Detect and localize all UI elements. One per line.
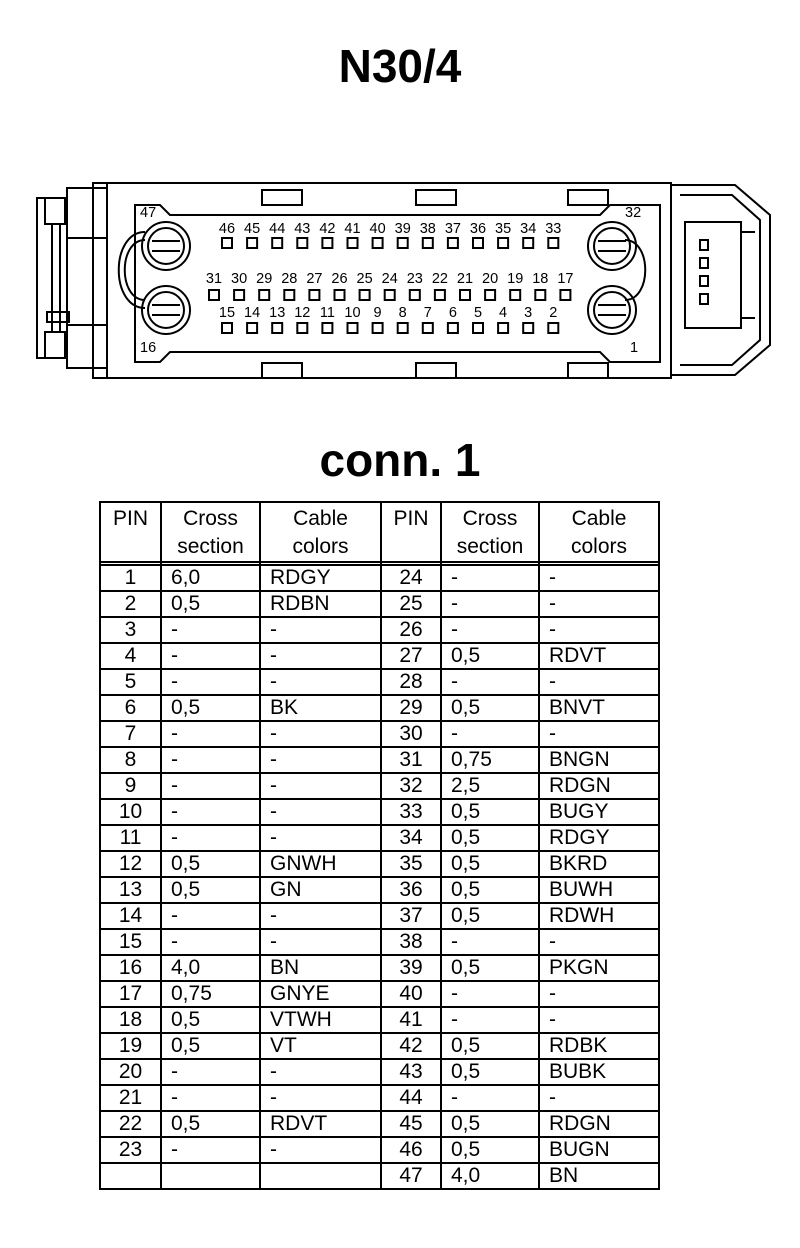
- cell-cs2: 0,5: [441, 955, 539, 981]
- pin-label: 23: [406, 271, 423, 287]
- cell-col2: -: [539, 721, 659, 747]
- pin-socket: [385, 290, 395, 300]
- cell-col1: -: [260, 1059, 381, 1085]
- pin-label: 46: [218, 221, 236, 237]
- pin-label: 21: [456, 271, 474, 287]
- pin-socket: [560, 290, 570, 300]
- cell-cs1: -: [161, 643, 260, 669]
- pin-label: 28: [281, 271, 298, 287]
- cell-pin1: 22: [100, 1111, 161, 1137]
- cell-col1: -: [260, 643, 381, 669]
- cell-col2: -: [539, 929, 659, 955]
- cell-col1: -: [260, 799, 381, 825]
- pin-socket: [498, 238, 508, 248]
- cell-col1: -: [260, 1137, 381, 1163]
- pin-label: 20: [482, 271, 499, 287]
- cell-col2: BUWH: [539, 877, 659, 903]
- cell-col1: -: [260, 747, 381, 773]
- cell-col1: RDBN: [260, 591, 381, 617]
- cell-col2: -: [539, 1007, 659, 1033]
- cell-cs2: 2,5: [441, 773, 539, 799]
- cell-pin2: 28: [381, 669, 441, 695]
- cell-col2: -: [539, 1085, 659, 1111]
- pin-socket: [423, 238, 433, 248]
- table-row: [100, 1007, 659, 1033]
- cell-pin2: 24: [381, 565, 441, 591]
- cell-pin1: 21: [100, 1085, 161, 1111]
- table-header-row: [100, 502, 659, 562]
- cell-pin1: 15: [100, 929, 161, 955]
- pin-socket: [523, 238, 533, 248]
- header-cable-colors: Cable colors: [539, 502, 659, 562]
- cell-col2: -: [539, 981, 659, 1007]
- pin-socket: [498, 323, 508, 333]
- table-row: [100, 617, 659, 643]
- pin-label: 17: [557, 271, 574, 287]
- cell-cs1: 0,5: [161, 695, 260, 721]
- cell-col2: -: [539, 669, 659, 695]
- pin-socket: [234, 290, 244, 300]
- cell-pin1: 10: [100, 799, 161, 825]
- pin-label: 24: [381, 271, 398, 287]
- pin-label: 6: [448, 305, 457, 321]
- cell-col1: -: [260, 1085, 381, 1111]
- cell-col2: -: [539, 617, 659, 643]
- cell-col1: BN: [260, 955, 381, 981]
- cell-pin2: 40: [381, 981, 441, 1007]
- pin-socket: [373, 238, 383, 248]
- pin-socket: [297, 323, 307, 333]
- cell-col1: -: [260, 903, 381, 929]
- table-row: [100, 903, 659, 929]
- cell-col1: -: [260, 825, 381, 851]
- header-cross-section: Cross section: [161, 502, 260, 562]
- table-row: [100, 825, 659, 851]
- cell-pin2: 44: [381, 1085, 441, 1111]
- cell-pin1: 18: [100, 1007, 161, 1033]
- cell-cs1: -: [161, 1085, 260, 1111]
- pin-socket: [523, 323, 533, 333]
- cell-cs1: [161, 1163, 260, 1189]
- pin-rows: [206, 221, 574, 333]
- pin-socket: [322, 323, 332, 333]
- pin-label: 12: [294, 305, 311, 321]
- cell-cs2: -: [441, 591, 539, 617]
- pin-socket: [348, 238, 358, 248]
- table-row: [100, 721, 659, 747]
- pin-label: 4: [499, 305, 508, 321]
- cell-col2: BNVT: [539, 695, 659, 721]
- cell-pin1: 4: [100, 643, 161, 669]
- table-row: [100, 747, 659, 773]
- connector-diagram: [0, 170, 800, 400]
- cell-pin2: 42: [381, 1033, 441, 1059]
- cell-pin1: 2: [100, 591, 161, 617]
- table-row: [100, 1033, 659, 1059]
- pin-label: 11: [319, 305, 335, 321]
- cell-col1: GN: [260, 877, 381, 903]
- table-row: [100, 929, 659, 955]
- cell-cs2: -: [441, 1085, 539, 1111]
- cell-pin2: 45: [381, 1111, 441, 1137]
- cell-cs2: 0,5: [441, 877, 539, 903]
- cell-col1: -: [260, 773, 381, 799]
- cell-col1: GNWH: [260, 851, 381, 877]
- pin-label: 13: [269, 305, 286, 321]
- cell-pin1: [100, 1163, 161, 1189]
- table-row: [100, 591, 659, 617]
- cell-col1: VT: [260, 1033, 381, 1059]
- table-row: [100, 695, 659, 721]
- cell-cs1: 0,5: [161, 851, 260, 877]
- cell-pin2: 46: [381, 1137, 441, 1163]
- cell-cs2: -: [441, 721, 539, 747]
- cell-pin2: 26: [381, 617, 441, 643]
- cell-pin2: 39: [381, 955, 441, 981]
- pin-socket: [510, 290, 520, 300]
- cell-col2: -: [539, 565, 659, 591]
- cell-col2: RDGN: [539, 773, 659, 799]
- cell-cs2: 0,5: [441, 825, 539, 851]
- cell-cs2: 0,5: [441, 1137, 539, 1163]
- cell-col2: BUGN: [539, 1137, 659, 1163]
- cell-col2: BN: [539, 1163, 659, 1189]
- cell-cs2: 0,5: [441, 903, 539, 929]
- pin-label: 39: [394, 221, 411, 237]
- pin-socket: [284, 290, 294, 300]
- cell-pin2: 41: [381, 1007, 441, 1033]
- pin-label: 15: [218, 305, 236, 321]
- pin-label: 7: [423, 305, 432, 321]
- pin-label: 22: [431, 271, 448, 287]
- cell-pin2: 47: [381, 1163, 441, 1189]
- cell-col2: BKRD: [539, 851, 659, 877]
- pin-label: 33: [545, 221, 562, 237]
- pin-label: 27: [306, 271, 323, 287]
- pin-socket: [535, 290, 545, 300]
- cell-pin1: 1: [100, 565, 161, 591]
- corner-label-32: 32: [625, 205, 642, 221]
- cell-cs2: 0,5: [441, 1033, 539, 1059]
- cell-cs1: 0,5: [161, 1007, 260, 1033]
- table-row: [100, 877, 659, 903]
- table-row: [100, 1059, 659, 1085]
- pin-label: 45: [244, 221, 261, 237]
- pin-label: 35: [495, 221, 512, 237]
- pin-socket: [322, 238, 332, 248]
- cell-cs1: 0,5: [161, 1111, 260, 1137]
- pin-socket: [297, 238, 307, 248]
- cell-pin2: 35: [381, 851, 441, 877]
- screw-socket-bottom-left: [142, 286, 190, 334]
- pin-label: 14: [244, 305, 261, 321]
- pin-label: 25: [356, 271, 373, 287]
- cell-col1: RDGY: [260, 565, 381, 591]
- pin-socket: [485, 290, 495, 300]
- cell-cs2: 0,5: [441, 695, 539, 721]
- pin-socket: [448, 238, 458, 248]
- table-row: [100, 773, 659, 799]
- cell-col1: -: [260, 669, 381, 695]
- pin-socket: [209, 290, 219, 300]
- cell-col2: BUGY: [539, 799, 659, 825]
- cell-pin2: 25: [381, 591, 441, 617]
- header-pin: PIN: [381, 502, 441, 562]
- pin-socket: [423, 323, 433, 333]
- cell-pin1: 9: [100, 773, 161, 799]
- cell-pin2: 34: [381, 825, 441, 851]
- cell-cs1: 4,0: [161, 955, 260, 981]
- cell-pin1: 23: [100, 1137, 161, 1163]
- cell-cs1: -: [161, 799, 260, 825]
- cell-pin2: 38: [381, 929, 441, 955]
- cell-cs1: -: [161, 929, 260, 955]
- pin-label: 41: [344, 221, 361, 237]
- cell-pin1: 17: [100, 981, 161, 1007]
- cell-col2: RDGY: [539, 825, 659, 851]
- cell-pin2: 32: [381, 773, 441, 799]
- cell-cs1: 0,5: [161, 1033, 260, 1059]
- cell-pin1: 19: [100, 1033, 161, 1059]
- pin-label: 9: [373, 305, 382, 321]
- cell-col2: BNGN: [539, 747, 659, 773]
- cell-cs2: -: [441, 981, 539, 1007]
- cell-cs1: -: [161, 773, 260, 799]
- cell-pin2: 43: [381, 1059, 441, 1085]
- pin-socket: [222, 238, 232, 248]
- cell-pin1: 14: [100, 903, 161, 929]
- corner-label-1: 1: [630, 340, 639, 356]
- pin-socket: [398, 238, 408, 248]
- cell-cs1: -: [161, 903, 260, 929]
- pin-socket: [259, 290, 269, 300]
- cell-cs1: -: [161, 747, 260, 773]
- cell-col1: -: [260, 929, 381, 955]
- cell-pin1: 3: [100, 617, 161, 643]
- pin-socket: [473, 238, 483, 248]
- cell-pin2: 29: [381, 695, 441, 721]
- pin-socket: [398, 323, 408, 333]
- pin-table: [99, 501, 660, 1190]
- pin-socket: [309, 290, 319, 300]
- table-row: [100, 799, 659, 825]
- pin-socket: [410, 290, 420, 300]
- cell-col1: GNYE: [260, 981, 381, 1007]
- cell-pin2: 30: [381, 721, 441, 747]
- pin-label: 34: [520, 221, 537, 237]
- table-row: [100, 981, 659, 1007]
- table-row: [100, 1085, 659, 1111]
- pin-label: 42: [319, 221, 336, 237]
- pin-socket: [473, 323, 483, 333]
- cell-col2: RDVT: [539, 643, 659, 669]
- table-row: [100, 565, 659, 591]
- pin-socket: [335, 290, 345, 300]
- cell-cs2: 4,0: [441, 1163, 539, 1189]
- cell-col1: [260, 1163, 381, 1189]
- pin-label: 10: [344, 305, 361, 321]
- cell-cs2: 0,5: [441, 799, 539, 825]
- header-cross-section: Cross section: [441, 502, 539, 562]
- pin-label: 30: [231, 271, 248, 287]
- pin-socket: [247, 323, 257, 333]
- table-row: [100, 1137, 659, 1163]
- cell-pin1: 20: [100, 1059, 161, 1085]
- pin-label: 26: [331, 271, 348, 287]
- cell-cs1: -: [161, 825, 260, 851]
- cell-col1: VTWH: [260, 1007, 381, 1033]
- cell-cs1: 0,5: [161, 591, 260, 617]
- pin-socket: [348, 323, 358, 333]
- pin-label: 29: [256, 271, 273, 287]
- pin-socket: [272, 323, 282, 333]
- cell-col2: -: [539, 591, 659, 617]
- pin-socket: [272, 238, 282, 248]
- table-row: [100, 643, 659, 669]
- cell-col2: RDWH: [539, 903, 659, 929]
- cell-cs1: -: [161, 1137, 260, 1163]
- page-title: N30/4: [338, 40, 462, 92]
- connector-label: conn. 1: [319, 434, 481, 486]
- cell-col1: RDVT: [260, 1111, 381, 1137]
- pin-socket: [373, 323, 383, 333]
- cell-pin2: 31: [381, 747, 441, 773]
- pin-label: 36: [469, 221, 487, 237]
- screw-socket-top-left: [142, 222, 190, 270]
- pin-label: 38: [419, 221, 436, 237]
- cell-pin1: 12: [100, 851, 161, 877]
- pin-label: 44: [269, 221, 286, 237]
- pin-label: 19: [507, 271, 524, 287]
- cell-col2: BUBK: [539, 1059, 659, 1085]
- cell-cs2: -: [441, 929, 539, 955]
- cell-pin1: 7: [100, 721, 161, 747]
- pin-socket: [460, 290, 470, 300]
- cell-pin1: 16: [100, 955, 161, 981]
- cell-cs1: -: [161, 1059, 260, 1085]
- cell-col1: -: [260, 617, 381, 643]
- cell-pin1: 11: [100, 825, 161, 851]
- pin-socket: [360, 290, 370, 300]
- cell-cs2: -: [441, 1007, 539, 1033]
- cell-pin1: 6: [100, 695, 161, 721]
- pin-socket: [548, 323, 558, 333]
- cell-pin2: 36: [381, 877, 441, 903]
- header-pin: PIN: [100, 502, 161, 562]
- cell-cs1: -: [161, 617, 260, 643]
- pin-socket: [448, 323, 458, 333]
- corner-label-16: 16: [140, 340, 157, 356]
- pin-label: 37: [444, 221, 461, 237]
- pin-socket: [247, 238, 257, 248]
- cell-col2: RDBK: [539, 1033, 659, 1059]
- pin-label: 40: [369, 221, 386, 237]
- cell-col1: BK: [260, 695, 381, 721]
- cell-cs1: 0,5: [161, 877, 260, 903]
- cell-cs1: -: [161, 721, 260, 747]
- screw-socket-top-right: [588, 222, 636, 270]
- cell-pin2: 27: [381, 643, 441, 669]
- pin-label: 8: [398, 305, 407, 321]
- pin-label: 43: [294, 221, 311, 237]
- cell-cs2: -: [441, 565, 539, 591]
- screw-socket-bottom-right: [588, 286, 636, 334]
- pin-label: 2: [549, 305, 558, 321]
- pin-socket: [548, 238, 558, 248]
- cell-pin1: 8: [100, 747, 161, 773]
- cell-cs2: 0,5: [441, 643, 539, 669]
- cell-cs2: 0,5: [441, 1111, 539, 1137]
- pin-label: 31: [205, 271, 223, 287]
- pin-label: 3: [524, 305, 533, 321]
- cell-cs2: 0,5: [441, 851, 539, 877]
- cell-col2: RDGN: [539, 1111, 659, 1137]
- table-row: [100, 955, 659, 981]
- cell-col2: PKGN: [539, 955, 659, 981]
- corner-label-47: 47: [140, 205, 157, 221]
- cell-pin1: 5: [100, 669, 161, 695]
- table-row: [100, 669, 659, 695]
- pin-socket: [222, 323, 232, 333]
- cell-cs2: -: [441, 617, 539, 643]
- cell-col1: -: [260, 721, 381, 747]
- header-cable-colors: Cable colors: [260, 502, 381, 562]
- cell-pin2: 37: [381, 903, 441, 929]
- table-row: [100, 851, 659, 877]
- pin-socket: [435, 290, 445, 300]
- pin-label: 18: [532, 271, 549, 287]
- cell-cs1: 6,0: [161, 565, 260, 591]
- cell-pin1: 13: [100, 877, 161, 903]
- table-row: [100, 1163, 659, 1189]
- cell-cs2: 0,75: [441, 747, 539, 773]
- cell-cs1: -: [161, 669, 260, 695]
- pin-label: 5: [473, 305, 483, 321]
- cell-cs1: 0,75: [161, 981, 260, 1007]
- table-row: [100, 1111, 659, 1137]
- cell-cs2: -: [441, 669, 539, 695]
- cell-pin2: 33: [381, 799, 441, 825]
- cell-cs2: 0,5: [441, 1059, 539, 1085]
